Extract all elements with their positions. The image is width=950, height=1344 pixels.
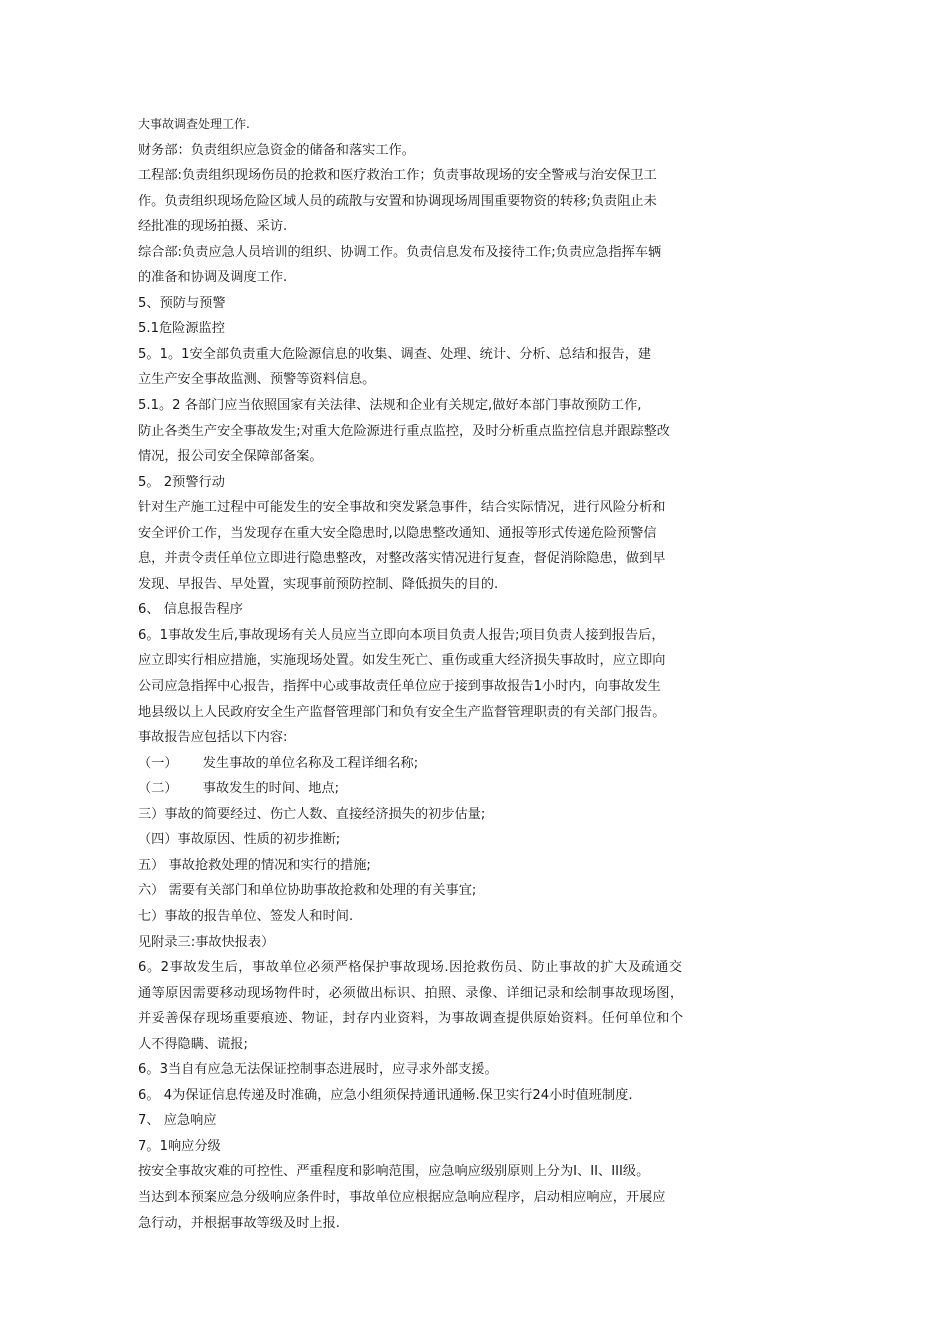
document-body bbox=[138, 112, 838, 1236]
text-line: 按安全事故灾难的可控性、严重程度和影响范围，应急响应级别原则上分为I、II、III级。 bbox=[138, 1164, 650, 1180]
text-line: 5。1。1安全部负责重大危险源信息的收集、调查、处理、统计、分析、总结和报告，建 bbox=[138, 346, 652, 362]
text-line: 5.1。2 各部门应当依照国家有关法律、法规和企业有关规定,做好本部门事故预防工作, bbox=[138, 398, 642, 414]
section-heading: 7、 应急响应 bbox=[138, 1113, 217, 1129]
subsection-heading: 5.1危险源监控 bbox=[138, 321, 225, 337]
text-line: 6。2事故发生后，事故单位必须严格保护事故现场.因抢救伤员、防止事故的扩大及疏通交 bbox=[138, 960, 683, 976]
text-line: 经批准的现场拍摄、采访. bbox=[138, 219, 288, 235]
text-line: 安全评价工作，当发现存在重大安全隐患时,以隐患整改通知、通报等形式传递危险预警信 bbox=[138, 525, 657, 541]
text-line: 的准备和协调及调度工作. bbox=[138, 270, 288, 286]
list-item: 五） 事故抢救处理的情况和实行的措施; bbox=[138, 857, 371, 873]
section-heading: 5、预防与预警 bbox=[138, 295, 226, 311]
text-line: 针对生产施工过程中可能发生的安全事故和突发紧急事件，结合实际情况，进行风险分析和 bbox=[138, 500, 666, 516]
list-item: （二） 事故发生的时间、地点; bbox=[138, 781, 340, 797]
text-line: 财务部：负责组织应急资金的储备和落实工作。 bbox=[138, 142, 415, 158]
text-line: 事故报告应包括以下内容: bbox=[138, 730, 288, 746]
text-line: 防止各类生产安全事故发生;对重大危险源进行重点监控，及时分析重点监控信息并跟踪整改 bbox=[138, 423, 670, 439]
list-item: 六） 需要有关部门和单位协助事故抢救和处理的有关事宜; bbox=[138, 883, 477, 899]
text-line: 6。 4为保证信息传递及时准确，应急小组须保持通讯通畅.保卫实行24小时值班制度. bbox=[138, 1087, 633, 1103]
subsection-heading: 5。 2预警行动 bbox=[138, 474, 225, 490]
text-line: 6。1事故发生后,事故现场有关人员应当立即向本项目负责人报告;项目负责人接到报告后， bbox=[138, 627, 665, 643]
section-heading: 6、 信息报告程序 bbox=[138, 602, 243, 618]
text-line: 作。负责组织现场危险区域人员的疏散与安置和协调现场周围重要物资的转移;负责阻止未 bbox=[138, 193, 657, 209]
text-line: 见附录三:事故快报表） bbox=[138, 934, 275, 950]
text-line: 息，并责令责任单位立即进行隐患整改，对整改落实情况进行复查，督促消除隐患，做到早 bbox=[138, 551, 666, 567]
text-line: 公司应急指挥中心报告，指挥中心或事故责任单位应于接到事故报告1小时内，向事故发生 bbox=[138, 679, 661, 695]
list-item: 三）事故的简要经过、伤亡人数、直接经济损失的初步估量; bbox=[138, 806, 486, 822]
list-item: （四）事故原因、性质的初步推断; bbox=[138, 832, 341, 848]
text-line: 急行动，并根据事故等级及时上报. bbox=[138, 1215, 341, 1231]
text-line: 并妥善保存现场重要痕迹、物证，封存内业资料，为事故调查提供原始资料。任何单位和个 bbox=[138, 1011, 684, 1027]
text-line: 情况，报公司安全保障部备案。 bbox=[138, 449, 323, 465]
text-line: 大事故调查处理工作. bbox=[138, 117, 250, 131]
text-line: 工程部:负责组织现场伤员的抢救和医疗救治工作；负责事故现场的安全警戒与治安保卫工 bbox=[138, 168, 657, 184]
text-line: 发现、早报告、早处置，实现事前预防控制、降低损失的目的. bbox=[138, 576, 499, 592]
text-line: 人不得隐瞒、谎报; bbox=[138, 1036, 248, 1052]
list-item: （一） 发生事故的单位名称及工程详细名称; bbox=[138, 755, 419, 771]
text-line: 当达到本预案应急分级响应条件时，事故单位应根据应急响应程序，启动相应响应，开展应 bbox=[138, 1189, 666, 1205]
text-line: 应立即实行相应措施，实施现场处置。如发生死亡、重伤或重大经济损失事故时，应立即向 bbox=[138, 653, 666, 669]
text-line: 通等原因需要移动现场物件时，必须做出标识、拍照、录像、详细记录和绘制事故现场图， bbox=[138, 985, 684, 1001]
text-line: 立生产安全事故监测、预警等资料信息。 bbox=[138, 372, 376, 388]
list-item: 七）事故的报告单位、签发人和时间. bbox=[138, 908, 354, 924]
text-line: 6。3当自有应急无法保证控制事态进展时，应寻求外部支援。 bbox=[138, 1062, 498, 1078]
subsection-heading: 7。1响应分级 bbox=[138, 1138, 221, 1154]
text-line: 综合部:负责应急人员培训的组织、协调工作。负责信息发布及接待工作;负责应急指挥车辆 bbox=[138, 244, 662, 260]
text-line: 地县级以上人民政府安全生产监督管理部门和负有安全生产监督管理职责的有关部门报告。 bbox=[138, 704, 666, 720]
